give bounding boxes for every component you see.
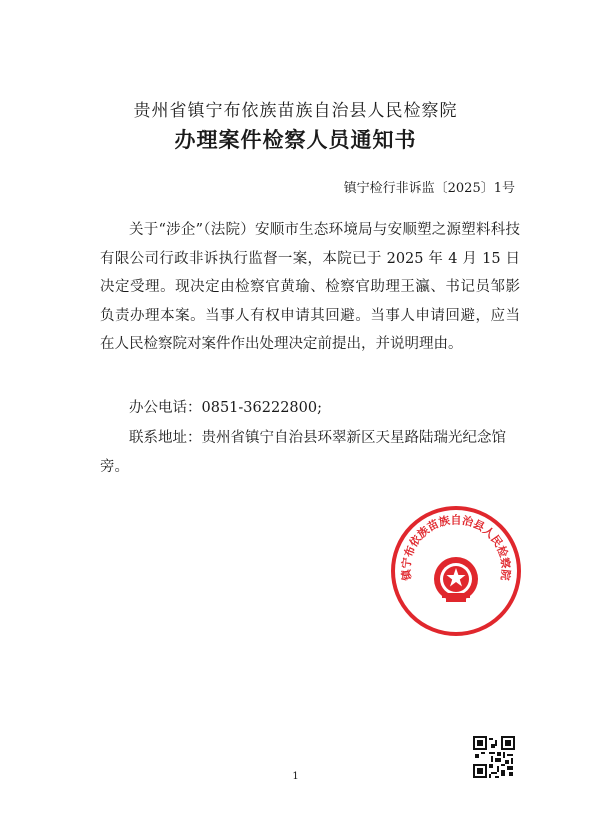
page-number: 1	[292, 771, 299, 782]
notice-paragraph: 关于“涉企”（法院）安顺市生态环境局与安顺塑之源塑料科技有限公司行政非诉执行监督一案，本院已于 2025 年 4 月 15 日决定受理。现决定由检察官黄瑜、检察官助理王瀛、书记员邹影负责办理本案。当事人有权申请其回避。当事人申请回避，应当在人民检察院对案件作出处理决定前提出，并说明理由。	[100, 222, 520, 352]
address-label: 联系地址：	[129, 430, 202, 446]
phone-value: 0851-36222800;	[201, 400, 322, 416]
contact-phone	[100, 394, 520, 423]
contact-address	[100, 424, 520, 481]
notice-body	[100, 216, 520, 359]
document-number: 镇宁检行非诉监〔2025〕1号	[343, 181, 515, 196]
organization-name: 贵州省镇宁布依族苗族自治县人民检察院	[133, 101, 458, 121]
address-value: 贵州省镇宁自治县环翠新区天星路陆瑞光纪念馆旁。	[100, 430, 506, 475]
seal-arc-text: 镇宁布依族苗族自治县人民检察院	[399, 513, 513, 582]
national-emblem-icon	[434, 557, 478, 602]
official-seal	[390, 505, 522, 637]
phone-label: 办公电话：	[129, 400, 202, 416]
document-title: 办理案件检察人员通知书	[174, 127, 417, 152]
